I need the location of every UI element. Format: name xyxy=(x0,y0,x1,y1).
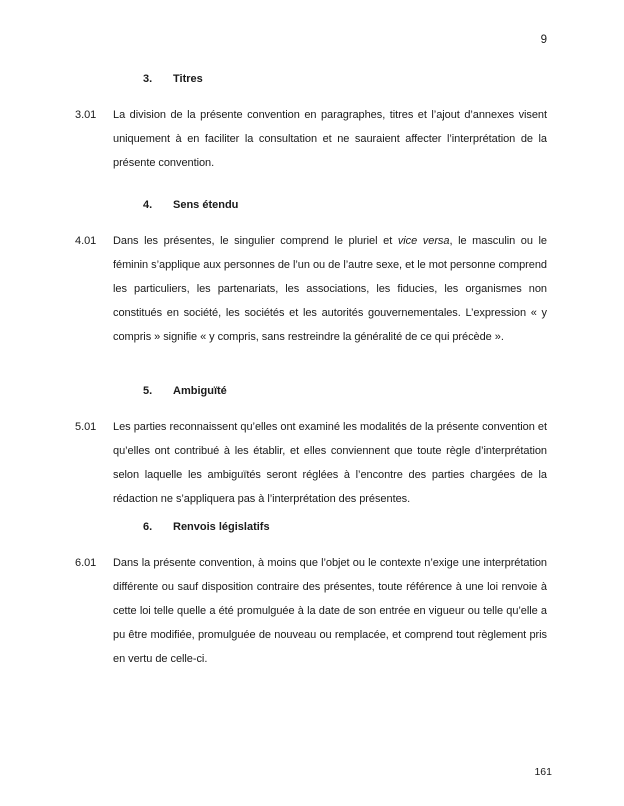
clause-number: 3.01 xyxy=(75,109,97,121)
footer-page-number: 161 xyxy=(534,766,552,778)
section-sens-etendu xyxy=(0,197,624,373)
section-titres xyxy=(0,71,624,175)
section-renvois-legislatifs xyxy=(0,519,624,671)
section-heading xyxy=(143,383,624,399)
heading-number: 6. xyxy=(143,521,153,533)
clause-text-segment: , le masculin ou le féminin s’applique aux personnes de l’un ou de l’autre sexe, et le mot personne comprend les particuliers, les partenariats, les associations, les fiducies, les organismes non constitués en société, les sociétés et les autorités gouvernementales. L’expression « y compris » signifie « y compris, sans restreindre la généralité de ce qui précède ». xyxy=(113,235,547,343)
clause-text-segment: Dans la présente convention, à moins que l’objet ou le contexte n’exige une interprétation différente ou sauf disposition contraire des présentes, toute référence à une loi renvoie à cette loi telle quelle a été promulguée à la date de son entrée en vigueur ou telle qu’elle a pu être modifiée, promulguée de nouveau ou remplacée, et comprend tout règlement pris en vertu de celle-ci. xyxy=(113,557,547,665)
clause xyxy=(75,103,624,175)
clause-number: 4.01 xyxy=(75,235,97,247)
heading-title: Sens étendu xyxy=(173,199,239,211)
clause-text-segment: La division de la présente convention en paragraphes, titres et l’ajout d’annexes visent uniquement à en faciliter la consultation et ne sauraient affecter l’interprétation de la présente convention. xyxy=(113,109,547,169)
clause-number: 5.01 xyxy=(75,421,97,433)
heading-number: 3. xyxy=(143,73,153,85)
clause-text xyxy=(113,551,547,671)
clause-text xyxy=(113,229,547,373)
clause-text xyxy=(113,103,547,175)
clause xyxy=(75,415,624,511)
clause xyxy=(75,229,624,373)
section-ambiguite xyxy=(0,383,624,511)
clause-text-segment: Les parties reconnaissent qu’elles ont examiné les modalités de la présente convention et qu’elles ont contribué à les établir, et elles conviennent que toute règle d’interprétation selon laquelle les ambiguïtés seront réglées à l’encontre des parties chargées de la rédaction ne s’appliquera pas à l’interprétation des présentes. xyxy=(113,421,547,505)
heading-title: Renvois législatifs xyxy=(173,521,270,533)
section-heading xyxy=(143,519,624,535)
clause-text-segment: Dans les présentes, le singulier comprend le pluriel et xyxy=(113,235,398,247)
heading-title: Ambiguïté xyxy=(173,385,227,397)
heading-number: 4. xyxy=(143,199,153,211)
clause xyxy=(75,551,624,671)
clause-number: 6.01 xyxy=(75,557,97,569)
heading-number: 5. xyxy=(143,385,153,397)
clause-text xyxy=(113,415,547,511)
section-heading xyxy=(143,71,624,87)
clause-text-italic-segment: vice versa xyxy=(397,235,450,247)
section-heading xyxy=(143,197,624,213)
header-page-number: 9 xyxy=(540,34,547,46)
heading-title: Titres xyxy=(173,73,203,85)
